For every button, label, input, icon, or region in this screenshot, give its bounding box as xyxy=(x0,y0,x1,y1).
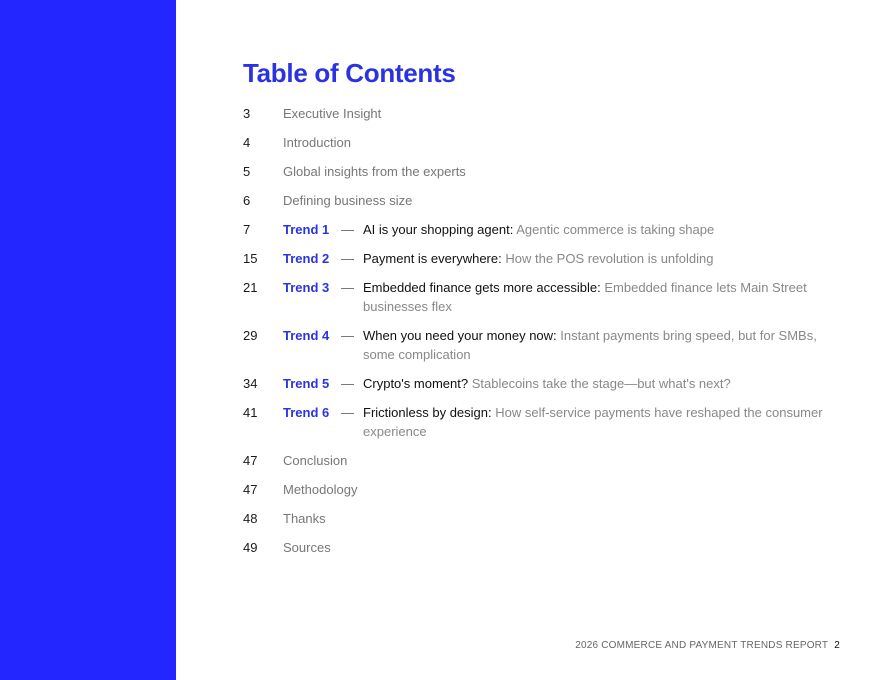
trend-label: Trend 3 xyxy=(283,280,330,295)
entry-label: Executive Insight xyxy=(283,106,382,121)
toc-list xyxy=(243,104,833,557)
trend-label: Trend 2 xyxy=(283,251,330,266)
page-number: 41 xyxy=(243,405,258,420)
entry-label: Thanks xyxy=(283,511,326,526)
trend-description: Embedded finance lets Main Street businesses flex xyxy=(363,280,807,314)
trend-description: How self-service payments have reshaped the consumer experience xyxy=(363,405,823,439)
trend-description: Agentic commerce is taking shape xyxy=(516,222,715,237)
toc-entry-sources[interactable] xyxy=(243,538,833,557)
trend-description: Stablecoins take the stage—but what's next? xyxy=(471,376,731,391)
page-number: 48 xyxy=(243,511,258,526)
blue-sidebar-band xyxy=(0,0,176,680)
trend-headline: Payment is everywhere: xyxy=(363,251,502,266)
trend-text xyxy=(363,249,833,268)
toc-entry-introduction[interactable] xyxy=(243,133,833,152)
em-dash: — xyxy=(341,222,354,237)
toc-entry-trend-1[interactable] xyxy=(243,220,833,239)
trend-headline: Embedded finance gets more accessible: xyxy=(363,280,601,295)
page-number: 47 xyxy=(243,453,258,468)
entry-label: Global insights from the experts xyxy=(283,164,466,179)
entry-label: Introduction xyxy=(283,135,351,150)
page-number: 29 xyxy=(243,328,258,343)
toc-entry-trend-3[interactable] xyxy=(243,278,833,316)
toc-entry-methodology[interactable] xyxy=(243,480,833,499)
trend-label: Trend 1 xyxy=(283,222,330,237)
entry-label: Conclusion xyxy=(283,453,348,468)
page-number: 47 xyxy=(243,482,258,497)
em-dash: — xyxy=(341,376,354,391)
page-number: 5 xyxy=(243,164,251,179)
toc-entry-trend-2[interactable] xyxy=(243,249,833,268)
toc-entry-global-insights[interactable] xyxy=(243,162,833,181)
trend-description: How the POS revolution is unfolding xyxy=(505,251,714,266)
page-number: 4 xyxy=(243,135,251,150)
page-number: 49 xyxy=(243,540,258,555)
toc-content xyxy=(243,58,833,567)
trend-text xyxy=(363,278,833,316)
report-title: 2026 COMMERCE AND PAYMENT TRENDS REPORT xyxy=(575,640,829,651)
toc-entry-trend-6[interactable] xyxy=(243,403,833,441)
toc-entry-thanks[interactable] xyxy=(243,509,833,528)
trend-headline: AI is your shopping agent: xyxy=(363,222,514,237)
toc-entry-conclusion[interactable] xyxy=(243,451,833,470)
trend-text xyxy=(363,326,833,364)
page-number: 7 xyxy=(243,222,251,237)
page-number: 3 xyxy=(243,106,251,121)
trend-label: Trend 5 xyxy=(283,376,330,391)
trend-label: Trend 6 xyxy=(283,405,330,420)
trend-description: Instant payments bring speed, but for SMBs, some complication xyxy=(363,328,817,362)
toc-entry-business-size[interactable] xyxy=(243,191,833,210)
page-number: 15 xyxy=(243,251,258,266)
page-title: Table of Contents xyxy=(243,58,456,88)
footer-page-number: 2 xyxy=(834,640,840,651)
page-number: 34 xyxy=(243,376,258,391)
trend-text xyxy=(363,220,833,239)
page-number: 6 xyxy=(243,193,251,208)
trend-headline: Crypto's moment? xyxy=(363,376,469,391)
page-number: 21 xyxy=(243,280,258,295)
entry-label: Sources xyxy=(283,540,331,555)
em-dash: — xyxy=(341,405,354,420)
em-dash: — xyxy=(341,280,354,295)
toc-entry-trend-5[interactable] xyxy=(243,374,833,393)
entry-label: Defining business size xyxy=(283,193,413,208)
trend-text xyxy=(363,374,833,393)
toc-entry-trend-4[interactable] xyxy=(243,326,833,364)
toc-entry-executive-insight[interactable] xyxy=(243,104,833,123)
em-dash: — xyxy=(341,328,354,343)
page-footer xyxy=(575,640,840,651)
trend-label: Trend 4 xyxy=(283,328,330,343)
trend-text xyxy=(363,403,833,441)
em-dash: — xyxy=(341,251,354,266)
entry-label: Methodology xyxy=(283,482,358,497)
trend-headline: Frictionless by design: xyxy=(363,405,492,420)
trend-headline: When you need your money now: xyxy=(363,328,557,343)
